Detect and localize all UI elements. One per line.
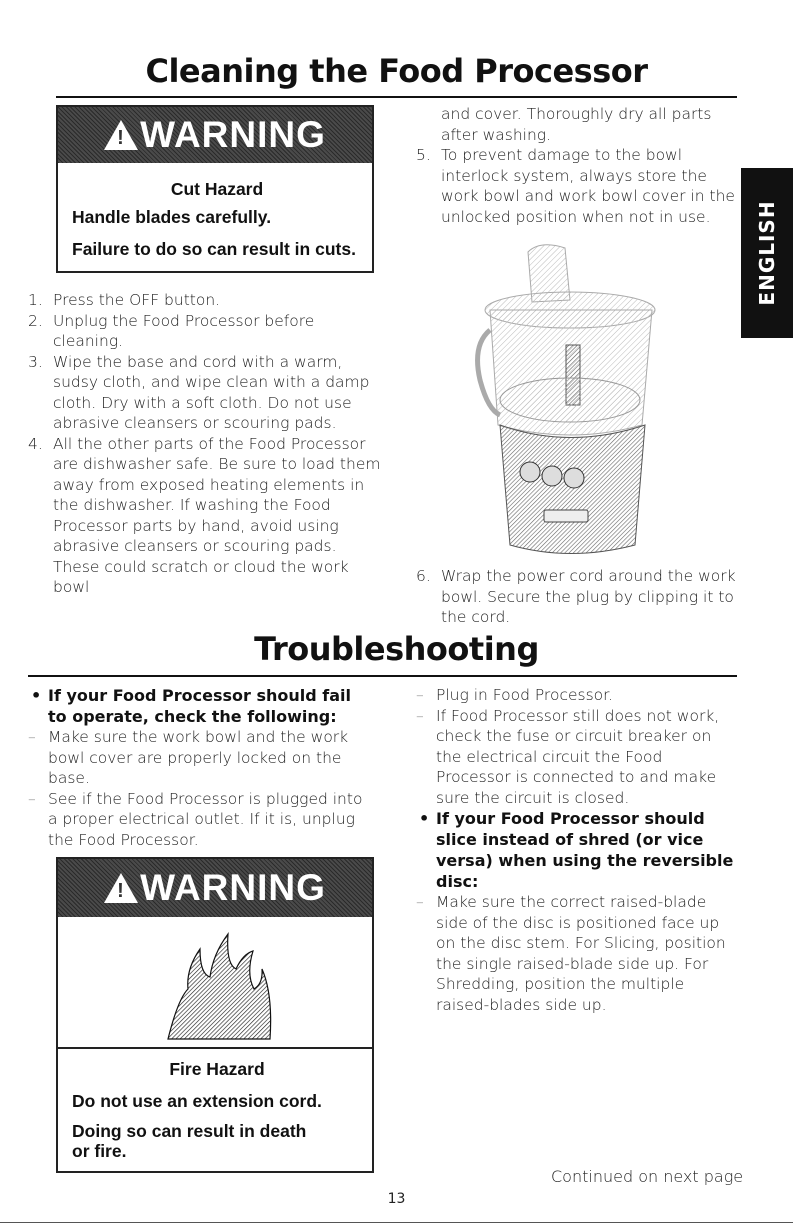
check-item: – Plug in Food Processor. [416,686,614,704]
step-1: 1. Press the OFF button. [28,291,221,309]
warning-triangle-icon [104,120,138,150]
page-number: 13 [387,1191,406,1207]
step-4-continued: and cover. Thoroughly dry all parts after washing. [441,105,712,144]
food-processor-illustration [470,240,680,560]
step-5: 5. To prevent damage to the bowl interlock system, always store the work bowl and work bowl cover in the unlocked position when not in use. [416,146,735,226]
troubleshooting-right [416,685,738,1015]
step-4: 4. All the other parts of the Food Processor are dishwasher safe. Be sure to load them away from exposed heating elements in the dishwasher. If washing the Food Processor parts by hand, avoid using abrasive cleansers or scouring pads. These could scratch or cloud the work bowl [28,434,381,596]
warning-label: WARNING [140,114,326,155]
warning-instruction: Handle blades carefully. [72,207,272,227]
step-2: 2. Unplug the Food Processor before cleaning. [28,311,315,350]
check-item: – Make sure the correct raised-blade side of the disc is positioned face up on the disc stem. For Slicing, position the single raised-blade side up. For Shredding, position the multiple raised-blades side up. [416,893,726,1014]
check-item: – Make sure the work bowl and the work bowl cover are properly locked on the base. [28,728,349,787]
title-rule [56,96,737,98]
warning-label: WARNING [140,867,326,908]
bottom-rule [0,1222,793,1223]
step-6: 6. Wrap the power cord around the work bowl. Secure the plug by clipping it to the cord. [416,567,736,626]
warning-banner [58,859,372,917]
continued-note: Continued on next page [551,1167,744,1186]
hazard-type: Cut Hazard [170,179,264,199]
fire-icon-divider [58,1047,372,1049]
cleaning-steps-left [28,290,383,598]
warning-banner [58,107,372,163]
slice-shred-heading: • If your Food Processor should slice instead of shred (or vice versa) when using the reversible disc: [416,808,738,892]
troubleshooting-title: Troubleshooting [254,630,539,668]
fire-hazard-warning [56,857,374,1173]
check-item: – If Food Processor still does not work, check the fuse or circuit breaker on the electrical circuit the Food Processor is connected to and make sure the circuit is closed. [416,706,720,807]
warning-consequence: Failure to do so can result in cuts. [72,239,356,259]
check-item: – See if the Food Processor is plugged into a proper electrical outlet. If it is, unplug the Food Processor. [28,789,363,849]
hazard-type: Fire Hazard [169,1059,265,1079]
steps-list [28,290,383,598]
warning-consequence: Doing so can result in death or fire. [72,1121,307,1161]
troubleshooting-rule [28,675,737,677]
warning-triangle-icon [104,873,138,903]
language-tab: ENGLISH [741,168,793,338]
warning-instruction: Do not use an extension cord. [72,1091,322,1111]
cut-hazard-warning [56,105,374,273]
troubleshooting-left [28,685,373,850]
page-title: Cleaning the Food Processor [145,52,648,90]
fail-to-operate-heading: • If your Food Processor should fail to operate, check the following: [28,685,373,727]
step-3: 3. Wipe the base and cord with a warm, sudsy cloth, and wipe clean with a damp cloth. Dry with a soft cloth. Do not use abrasive cleansers or scouring pads. [28,352,370,432]
fire-icon [158,929,276,1041]
